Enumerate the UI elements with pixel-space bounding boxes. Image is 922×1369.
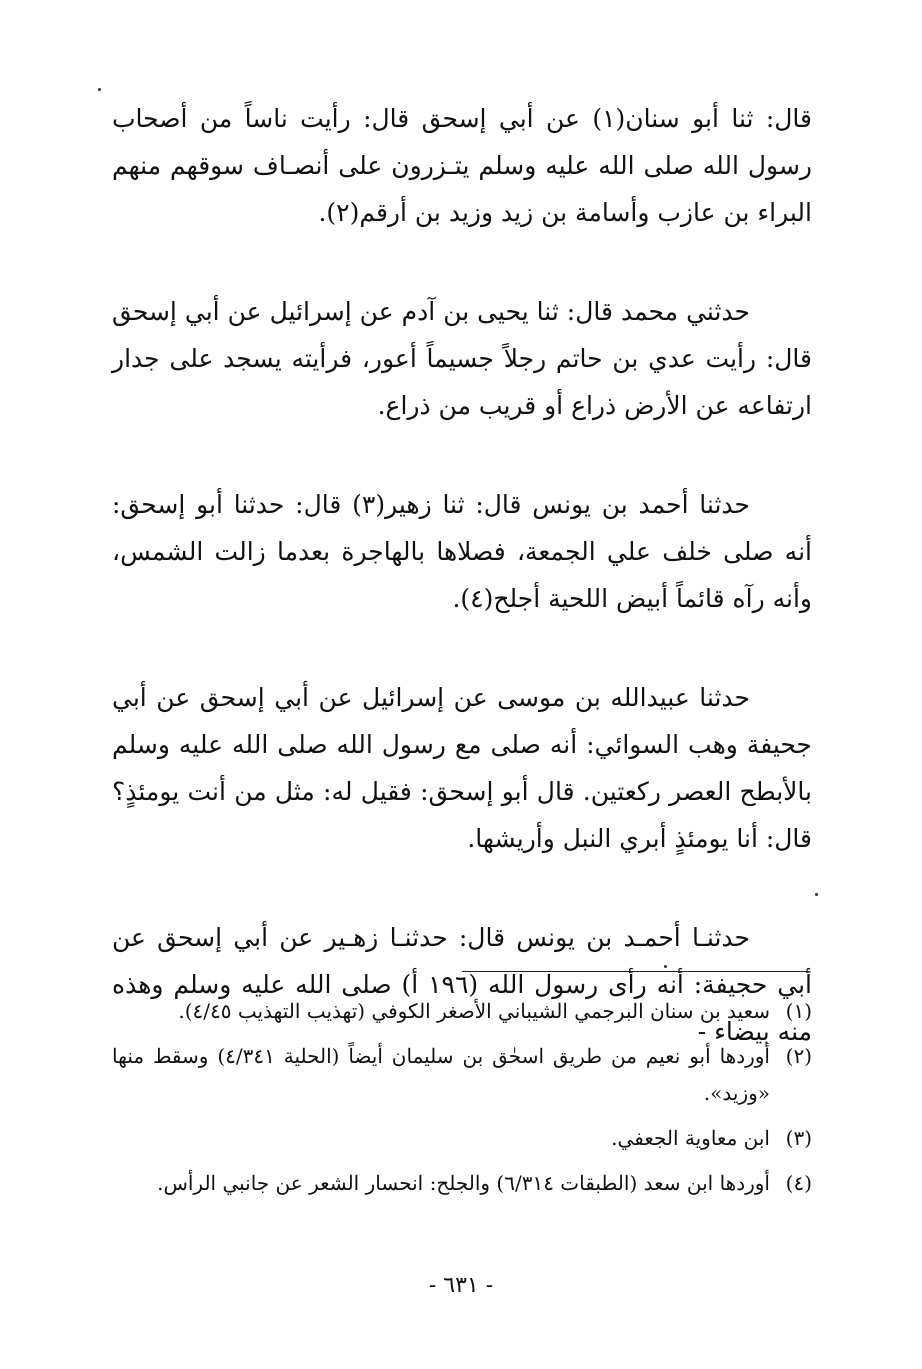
footnote-item <box>112 1165 812 1202</box>
footnote-item <box>112 1120 812 1157</box>
footnote-number: (٢) <box>785 1044 812 1068</box>
footnote-divider <box>462 971 808 972</box>
paragraph: حدثنا أحمد بن يونس قال: ثنا زهير(٣) قال: حدثنا أبو إسحق: أنه صلى خلف علي الجمعة، فصلاها بالهاجرة بعدما زالت الشمس، وأنه رآه قائماً أبيض اللحية أجلح(٤). <box>112 490 812 613</box>
ink-speck <box>98 88 101 91</box>
main-text <box>112 95 812 1107</box>
footnote-item <box>112 1038 812 1112</box>
footnote-number: (٤) <box>785 1171 812 1195</box>
footnote-number: (٣) <box>785 1126 812 1150</box>
footnote-text: سعيد بن سنان البرجمي الشيباني الأصغر الكوفي (تهذيب التهذيب ٤/٤٥). <box>178 999 770 1023</box>
paragraph: قال: ثنا أبو سنان(١) عن أبي إسحق قال: رأيت ناساً من أصحاب رسول الله صلى الله عليه وسلم يتـزرون على أنصـاف سوقهم منهم البراء بن عازب وأسامة بن زيد وزيد بن أرقم(٢). <box>112 104 812 227</box>
paragraph: حدثنا عبيدالله بن موسى عن إسرائيل عن أبي إسحق عن أبي جحيفة وهب السوائي: أنه صلى مع رسول الله صلى الله عليه وسلم بالأبطح العصر ركعتين. قال أبو إسحق: فقيل له: مثل من أنت يومئذٍ؟ قال: أنا يومئذٍ أبري النبل وأريشها. <box>112 683 812 853</box>
paragraph: حدثنـا أحمـد بن يونس قال: حدثنـا زهـير عن أبي إسحق عن أبي حجيفة: أنه رأى رسول الله (١٩٦ أ) صلى الله عليه وسلم وهذه منه بيضاء - <box>112 923 812 1046</box>
footnote-number: (١) <box>785 999 812 1023</box>
footnotes <box>112 993 812 1210</box>
footnote-text: ابن معاوية الجعفي. <box>611 1126 770 1150</box>
footnote-text: أوردها أبو نعيم من طريق اسحٰق بن سليمان أيضاً (الحلية ٤/٣٤١) وسقط منها «وزيد». <box>112 1044 770 1105</box>
footnote-item <box>112 993 812 1030</box>
paragraph: حدثني محمد قال: ثنا يحيى بن آدم عن إسرائيل عن أبي إسحق قال: رأيت عدي بن حاتم رجلاً جسيماً أعور، فرأيته يسجد على جدار ارتفاعه عن الأرض ذراع أو قريب من ذراع. <box>112 297 812 420</box>
page-number: - ٦٣١ - <box>428 1273 494 1298</box>
footnote-text: أوردها ابن سعد (الطبقات ٦/٣١٤) والجلح: انحسار الشعر عن جانبي الرأس. <box>157 1171 770 1195</box>
ink-speck <box>815 893 818 896</box>
